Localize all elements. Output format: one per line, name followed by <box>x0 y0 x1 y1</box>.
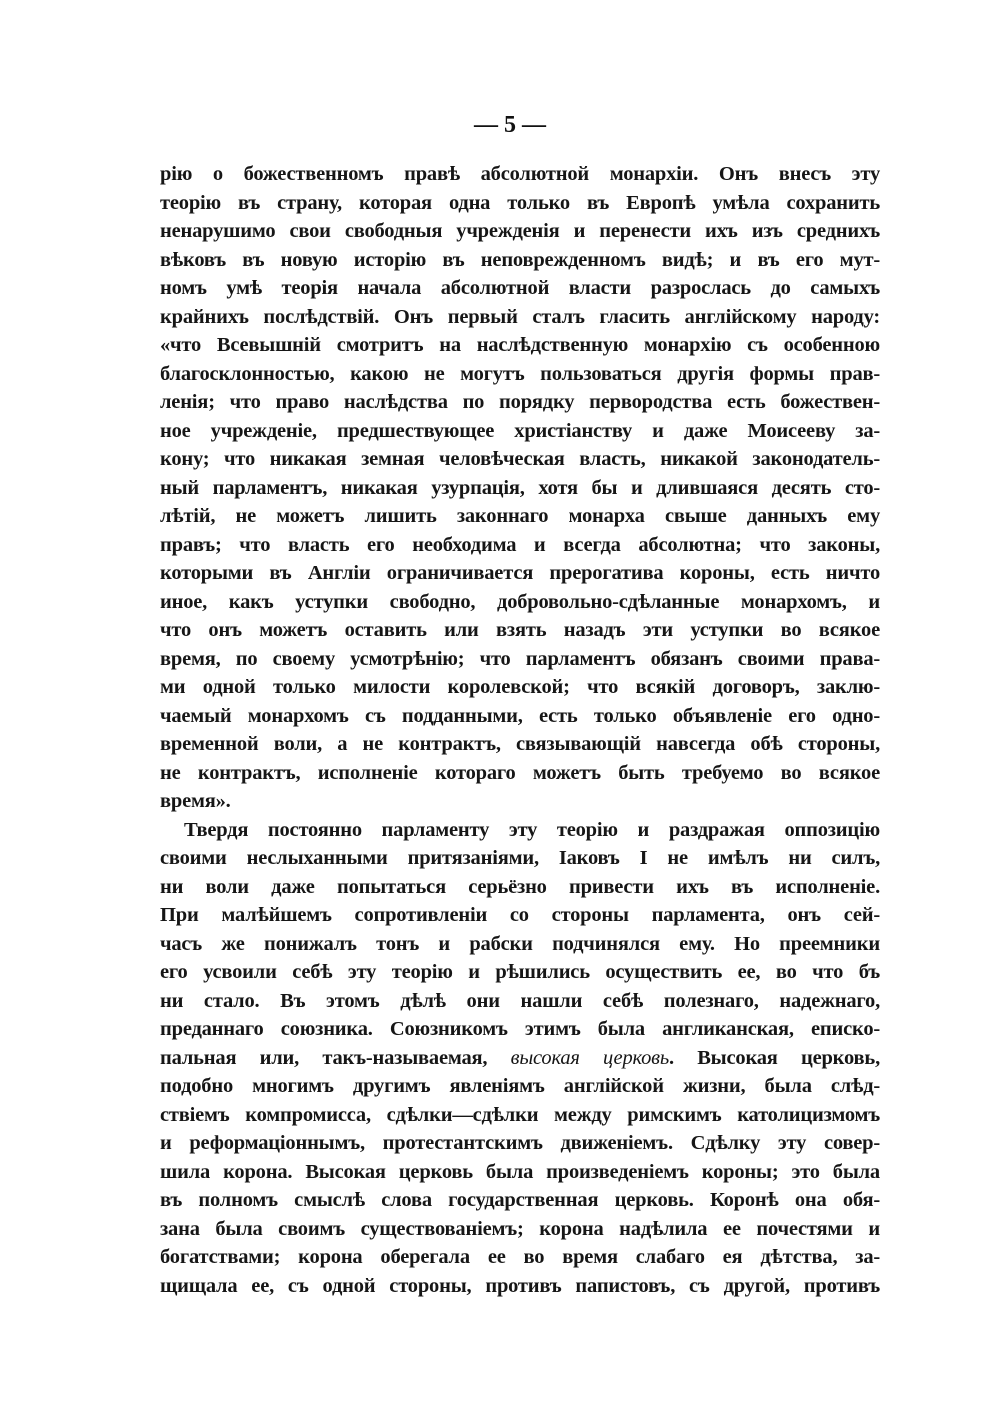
text-line: время». <box>160 790 231 812</box>
text-line: ненарушимо свои свободныя учрежденія и перенести ихъ изъ среднихъ <box>160 220 880 242</box>
body-text <box>160 160 880 1300</box>
italic-term: высокая церковь <box>510 1046 669 1069</box>
text-line: щищала ее, съ одной стороны, противъ папистовъ, съ другой, противъ <box>160 1274 880 1297</box>
text-line: ми одной только милости королевской; что всякій договоръ, заклю- <box>160 676 880 698</box>
text-segment: пальная или, такъ-называемая, <box>160 1046 511 1069</box>
text-line: его усвоили себѣ эту теорію и рѣшились осуществить ее, во что бъ <box>160 961 880 983</box>
text-line: что онъ можетъ оставить или взять назадъ эти уступки во всякое <box>160 619 880 641</box>
text-line: рію о божественномъ правѣ абсолютной монархіи. Онъ внесъ эту <box>160 163 880 185</box>
text-line: кону; что никакая земная человѣческая власть, никакой законодатель- <box>160 448 880 470</box>
text-line: правъ; что власть его необходима и всегда абсолютна; что законы, <box>160 533 880 556</box>
text-line: благосклонностью, какою не могутъ пользоваться другія формы прав- <box>160 362 880 385</box>
text-line: богатствами; корона оберегала ее во время слабаго ея дѣтства, за- <box>160 1246 880 1268</box>
text-line: ленія; что право наслѣдства по порядку первородства есть божествен- <box>160 391 880 413</box>
text-line: подобно многимъ другимъ явленіямъ англійской жизни, была слѣд- <box>160 1075 880 1097</box>
text-line: въ полномъ смыслѣ слова государственная церковь. Коронѣ она обя- <box>160 1189 880 1211</box>
page-number: — 5 — <box>474 112 546 138</box>
text-line: не контрактъ, исполненіе котораго можетъ быть требуемо во всякое <box>160 761 880 784</box>
text-line: номъ умѣ теорія начала абсолютной власти разрослась до самыхъ <box>160 277 880 299</box>
text-line: крайнихъ послѣдствій. Онъ первый сталъ гласить англійскому народу: <box>160 305 880 328</box>
text-line: временной воли, а не контрактъ, связывающій навсегда обѣ стороны, <box>160 733 880 755</box>
text-line: ни воли даже попытаться серьёзно привести ихъ въ исполненіе. <box>160 875 880 898</box>
text-line: ни стало. Въ этомъ дѣлѣ они нашли себѣ полезнаго, надежнаго, <box>160 989 880 1012</box>
text-line: шила корона. Высокая церковь была произведеніемъ короны; это была <box>160 1160 880 1183</box>
text-line: иное, какъ уступки свободно, добровольно-сдѣланные монархомъ, и <box>160 590 880 613</box>
text-line: и реформаціоннымъ, протестантскимъ движеніемъ. Сдѣлку эту совер- <box>160 1132 880 1154</box>
text-line: теорію въ страну, которая одна только въ Европѣ умѣла сохранить <box>160 191 880 214</box>
text-line: «что Всевышній смотритъ на наслѣдственную монархію съ особенною <box>160 334 880 356</box>
text-line: часъ же понижалъ тонъ и рабски подчинялся ему. Но преемники <box>160 932 880 955</box>
text-line <box>160 1044 880 1073</box>
text-line: Твердя постоянно парламенту эту теорію и раздражая оппозицію <box>184 818 880 841</box>
text-segment: . Высокая церковь, <box>669 1046 880 1069</box>
text-line: лѣтій, не можетъ лишить законнаго монарха свыше данныхъ ему <box>160 505 880 527</box>
text-line: преданнаго союзника. Союзникомъ этимъ была англиканская, еписко- <box>160 1018 880 1040</box>
text-line: время, по своему усмотрѣнію; что парламентъ обязанъ своими права- <box>160 647 880 670</box>
text-line: ный парламентъ, никакая узурпація, хотя бы и длившаяся десять сто- <box>160 476 880 499</box>
text-line: ное учрежденіе, предшествующее христіанству и даже Моисееву за- <box>160 419 880 442</box>
text-line: вѣковъ въ новую исторію въ неповрежденномъ видѣ; и въ его мут- <box>160 248 880 271</box>
text-line: чаемый монархомъ съ подданными, есть только объявленіе его одно- <box>160 704 880 727</box>
text-line: своими неслыханными притязаніями, Іаковъ I не имѣлъ ни силъ, <box>160 847 880 869</box>
text-line: ствіемъ компромисса, сдѣлки—сдѣлки между римскимъ католицизмомъ <box>160 1103 880 1126</box>
text-line: При малѣйшемъ сопротивленіи со стороны парламента, онъ сей- <box>160 904 880 926</box>
text-line: зана была своимъ существованіемъ; корона надѣлила ее почестями и <box>160 1217 880 1240</box>
text-line: которыми въ Англіи ограничивается прерогатива короны, есть ничто <box>160 562 880 584</box>
